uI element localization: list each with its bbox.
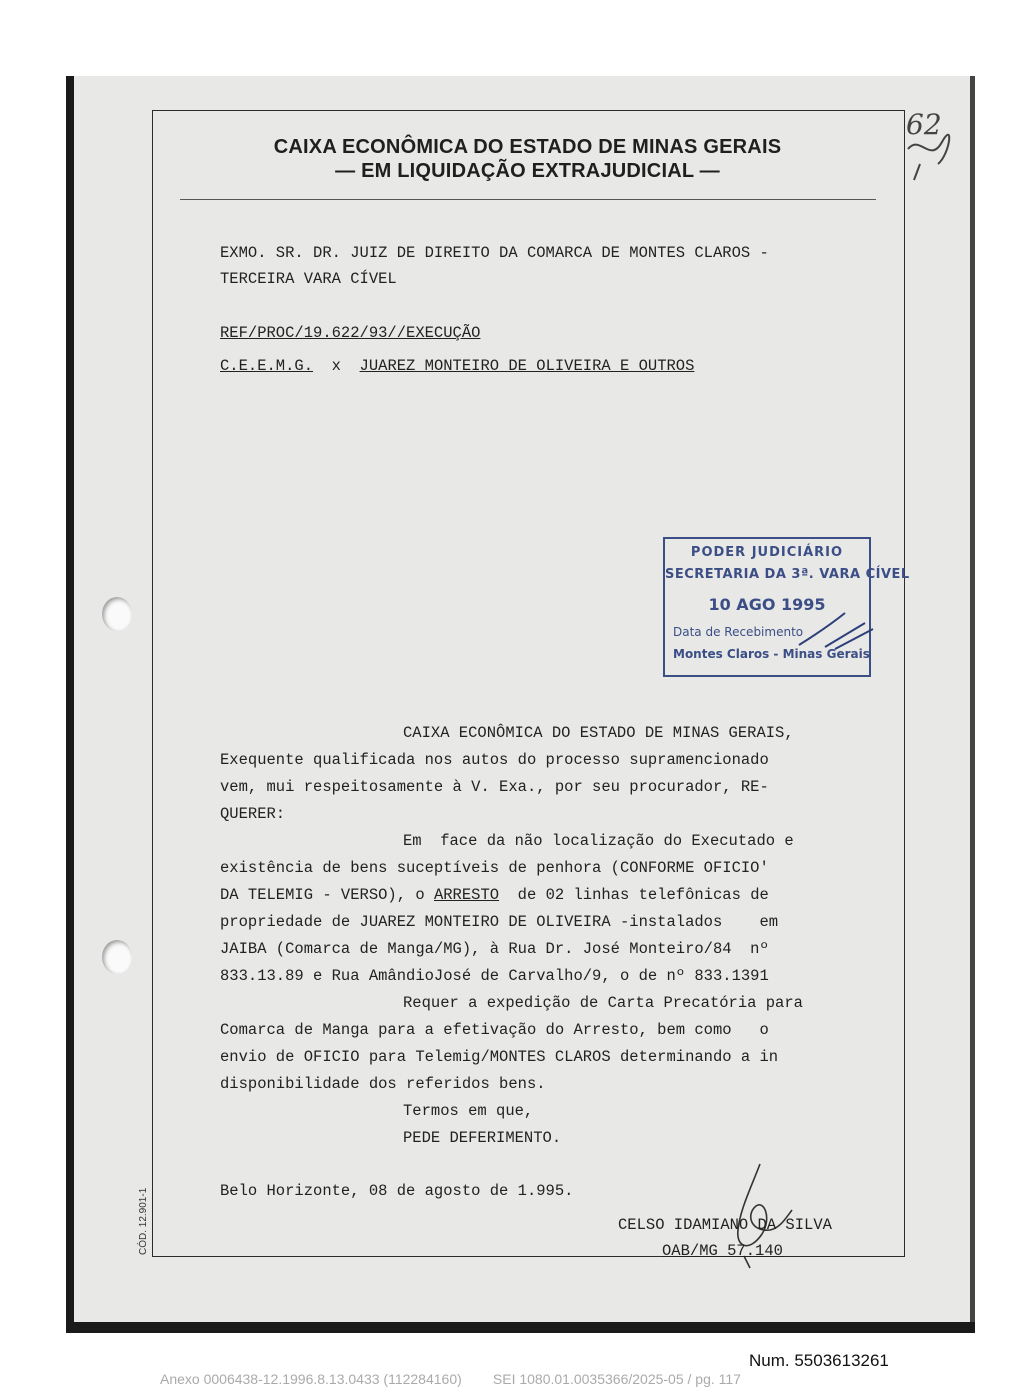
body-p2-line2: existência de bens suceptíveis de penhora (CONFORME OFICIO': [220, 859, 769, 877]
process-reference: REF/PROC/19.622/93//EXECUÇÃO: [220, 324, 481, 342]
margin-initials-scribble: [908, 135, 949, 180]
margin-number-text: 62: [906, 108, 942, 141]
form-code: CÓD. 12.901-1: [138, 1187, 149, 1255]
body-p2-line1: Em face da não localização do Executado e: [403, 832, 794, 850]
signatory-name: CELSO IDAMIANO DA SILVA: [618, 1216, 832, 1234]
body-p1-line2: Exequente qualificada nos autos do processo supramencionado: [220, 751, 769, 769]
addressee-line2: TERCEIRA VARA CÍVEL: [220, 270, 397, 288]
body-p3-line1: Requer a expedição de Carta Precatória para: [403, 994, 803, 1012]
body-p2-line4: propriedade de JUAREZ MONTEIRO DE OLIVEIRA -instalados em: [220, 913, 779, 931]
letterhead-rule: [180, 199, 876, 200]
party-defendant: JUAREZ MONTEIRO DE OLIVEIRA E OUTROS: [359, 357, 695, 375]
stamp-line1: PODER JUDICIÁRIO: [690, 545, 844, 560]
party-plaintiff: C.E.E.M.G.: [220, 357, 314, 375]
body-p3-line3: envio de OFICIO para Telemig/MONTES CLAROS determinando a in: [220, 1048, 779, 1066]
scan-edge-bottom: [66, 1322, 975, 1333]
body-p2-line5: JAIBA (Comarca de Manga/MG), à Rua Dr. José Monteiro/84 nº: [220, 940, 769, 958]
stamp-date: 10 AGO 1995: [708, 595, 826, 614]
arresto-word: ARRESTO: [433, 886, 500, 904]
footer-reference: Anexo 0006438-12.1996.8.13.0433 (112284160) SEI 1080.01.0035366/2025-05 / pg. 117: [160, 1371, 741, 1387]
margin-page-number: [900, 94, 960, 184]
body-p3-line2: Comarca de Manga para a efetivação do Arresto, bem como o: [220, 1021, 769, 1039]
closing-line1: Termos em que,: [403, 1102, 534, 1120]
case-parties: [220, 353, 694, 380]
body-p1-line4: QUERER:: [220, 805, 286, 823]
date-line: Belo Horizonte, 08 de agosto de 1.995.: [220, 1182, 574, 1200]
scan-edge-left: [66, 76, 74, 1333]
receipt-stamp: [663, 537, 910, 677]
signatory-oab: OAB/MG 57.140: [662, 1242, 783, 1260]
body-p1-line1: CAIXA ECONÔMICA DO ESTADO DE MINAS GERAIS,: [403, 724, 794, 742]
punch-hole-bottom: [102, 940, 132, 974]
document-number: Num. 5503613261: [749, 1351, 889, 1370]
body-p2-line6: 833.13.89 e Rua AmândioJosé de Carvalho/9, o de nº 833.1391: [220, 967, 769, 985]
stamp-signature: [795, 605, 875, 655]
punch-hole-top: [102, 597, 132, 631]
stamp-line5: Montes Claros - Minas Gerais: [673, 647, 870, 661]
letterhead-line2: — EM LIQUIDAÇÃO EXTRAJUDICIAL —: [335, 160, 720, 182]
body-p3-line4: disponibilidade dos referidos bens.: [220, 1075, 546, 1093]
body-p2-line3: [220, 882, 769, 909]
body-p1-line3: vem, mui respeitosamente à V. Exa., por seu procurador, RE-: [220, 778, 769, 796]
scan-edge-right: [970, 76, 975, 1333]
letterhead-line1: CAIXA ECONÔMICA DO ESTADO DE MINAS GERAIS: [273, 136, 782, 158]
body-p2-line3-c: de 02 linhas telefônicas de: [499, 886, 769, 904]
closing-line2: PEDE DEFERIMENTO.: [403, 1129, 562, 1147]
body-p2-line3-a: DA TELEMIG - VERSO), o: [220, 886, 434, 904]
addressee-line1: EXMO. SR. DR. JUIZ DE DIREITO DA COMARCA DE MONTES CLAROS -: [220, 244, 769, 262]
stamp-line2: SECRETARIA DA 3ª. VARA CÍVEL: [665, 567, 910, 582]
stamp-line4: Data de Recebimento: [673, 625, 804, 639]
versus-mark: x: [331, 357, 341, 375]
